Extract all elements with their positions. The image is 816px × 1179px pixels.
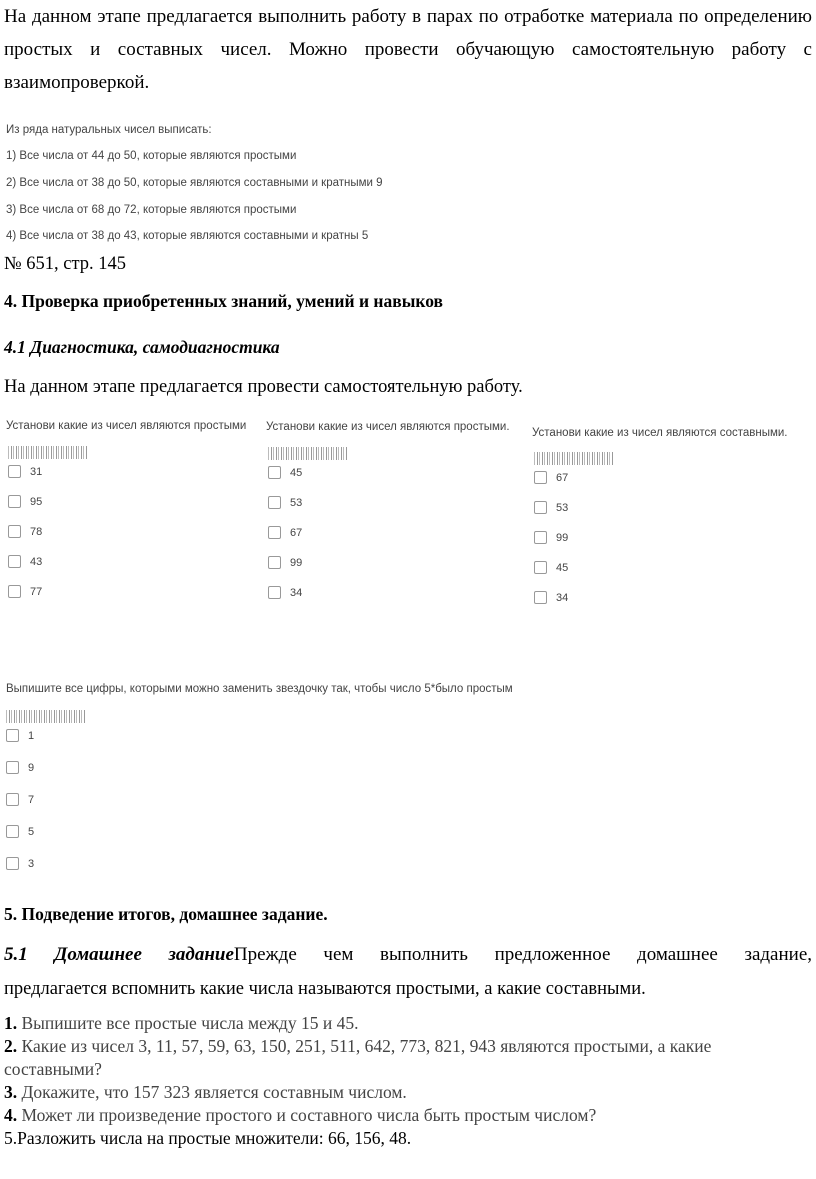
quiz-title: Выпишите все цифры, которыми можно заменить звездочку так, чтобы число 5*было простым <box>6 683 513 695</box>
checkbox[interactable] <box>6 793 19 806</box>
quiz-option[interactable]: 1 <box>6 729 34 742</box>
checkbox[interactable] <box>534 561 547 574</box>
section-4-1-heading: 4.1 Диагностика, самодиагностика <box>4 337 280 357</box>
pair-task-item: 4) Все числа от 38 до 43, которые являются составными и кратны 5 <box>6 230 369 242</box>
quiz-option[interactable]: 31 <box>8 465 42 478</box>
intro-paragraph: На данном этапе предлагается выполнить работу в парах по отработке материала по определению простых и составных чисел. Можно провести обучающую самостоятельную работу с взаимопроверкой. <box>4 6 812 93</box>
quiz-option[interactable]: 45 <box>268 466 302 479</box>
homework-item: 2. Какие из чисел 3, 11, 57, 59, 63, 150, 251, 511, 642, 773, 821, 943 являются простыми, а какие составными? <box>4 1036 712 1079</box>
section-5-1-line2: предлагается вспомнить какие числа называются простыми, а какие составными. <box>4 979 646 999</box>
checkbox[interactable] <box>534 531 547 544</box>
quiz-option[interactable]: 34 <box>534 591 568 604</box>
quiz-title: Установи какие из чисел являются составными. <box>532 427 788 439</box>
checkbox[interactable] <box>534 591 547 604</box>
checkbox[interactable] <box>8 465 21 478</box>
checkbox[interactable] <box>268 526 281 539</box>
quiz-option[interactable]: 53 <box>268 496 302 509</box>
quiz-option[interactable]: 95 <box>8 495 42 508</box>
exercise-reference: № 651, стр. 145 <box>4 254 127 274</box>
section-4-1-text: На данном этапе предлагается провести самостоятельную работу. <box>4 377 523 397</box>
section-5-heading: 5. Подведение итогов, домашнее задание. <box>4 904 328 924</box>
pair-task-item: 3) Все числа от 68 до 72, которые являются простыми <box>6 204 297 216</box>
checkbox[interactable] <box>8 555 21 568</box>
quiz-option[interactable]: 45 <box>534 561 568 574</box>
section-5-1-label: 5.1 Домашнее задание <box>4 944 234 965</box>
checkbox[interactable] <box>6 825 19 838</box>
checkbox[interactable] <box>6 761 19 774</box>
barcode-graphic <box>8 446 88 459</box>
checkbox[interactable] <box>534 471 547 484</box>
quiz-card <box>266 421 521 611</box>
homework-item: 1. Выпишите все простые числа между 15 и 45. <box>4 1013 359 1033</box>
homework-list <box>4 1012 804 1150</box>
pair-task-block <box>6 120 426 250</box>
section-5-1-text: Прежде чем выполнить предложенное домашнее задание, <box>233 944 812 965</box>
checkbox[interactable] <box>6 857 19 870</box>
homework-item-5: 5.Разложить числа на простые множители: 66, 156, 48. <box>4 1128 412 1148</box>
quiz-option[interactable]: 67 <box>534 471 568 484</box>
quiz-option[interactable]: 99 <box>268 556 302 569</box>
quiz-title: Установи какие из чисел являются простыми. <box>266 421 510 433</box>
quiz-card <box>6 420 256 610</box>
checkbox[interactable] <box>6 729 19 742</box>
quiz-option[interactable]: 5 <box>6 825 34 838</box>
homework-item: 3. Докажите, что 157 323 является составным числом. <box>4 1082 407 1102</box>
quiz-option[interactable]: 53 <box>534 501 568 514</box>
pair-task-title: Из ряда натуральных чисел выписать: <box>6 124 212 136</box>
checkbox[interactable] <box>268 556 281 569</box>
quiz-option[interactable]: 43 <box>8 555 42 568</box>
quiz-option[interactable]: 99 <box>534 531 568 544</box>
pair-task-item: 2) Все числа от 38 до 50, которые являются составными и кратными 9 <box>6 177 383 189</box>
quiz-card <box>532 427 802 617</box>
barcode-graphic <box>6 710 86 723</box>
digit-quiz-card <box>6 683 526 873</box>
checkbox[interactable] <box>268 466 281 479</box>
quiz-option[interactable]: 7 <box>6 793 34 806</box>
checkbox[interactable] <box>8 525 21 538</box>
homework-item: 4. Может ли произведение простого и составного числа быть простым числом? <box>4 1105 597 1125</box>
quiz-option[interactable]: 34 <box>268 586 302 599</box>
quiz-title: Установи какие из чисел являются простыми <box>6 420 247 432</box>
checkbox[interactable] <box>268 496 281 509</box>
quiz-option[interactable]: 78 <box>8 525 42 538</box>
barcode-graphic <box>268 447 348 460</box>
quiz-option[interactable]: 3 <box>6 857 34 870</box>
section-4-heading: 4. Проверка приобретенных знаний, умений и навыков <box>4 291 443 311</box>
checkbox[interactable] <box>8 585 21 598</box>
quiz-option[interactable]: 67 <box>268 526 302 539</box>
pair-task-item: 1) Все числа от 44 до 50, которые являются простыми <box>6 150 297 162</box>
checkbox[interactable] <box>8 495 21 508</box>
checkbox[interactable] <box>534 501 547 514</box>
barcode-graphic <box>534 452 614 465</box>
quiz-option[interactable]: 9 <box>6 761 34 774</box>
checkbox[interactable] <box>268 586 281 599</box>
quiz-option[interactable]: 77 <box>8 585 42 598</box>
section-5-1-line1 <box>4 938 812 971</box>
